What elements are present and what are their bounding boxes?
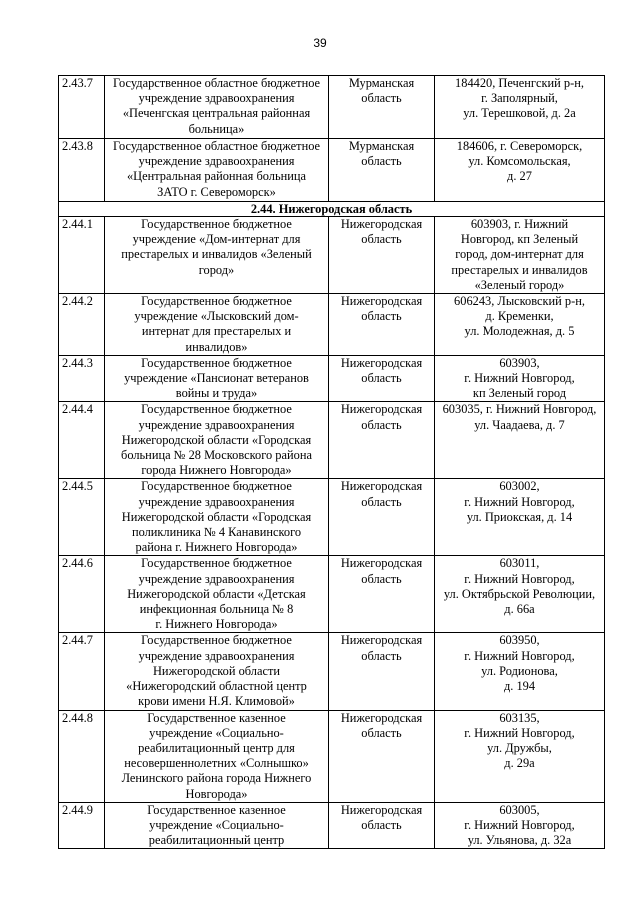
- address: [435, 76, 605, 139]
- cell-line: город, дом-интернат для: [455, 247, 584, 262]
- cell-line: г. Нижний Новгород,: [464, 648, 575, 663]
- table-row: [59, 217, 605, 294]
- institution-name: [105, 294, 329, 356]
- cell-line: Нижегородская: [340, 355, 423, 370]
- row-number: 2.43.7: [59, 76, 105, 139]
- table-row: [59, 294, 605, 356]
- cell-line: область: [361, 417, 402, 432]
- cell-line: Ленинского района города Нижнего: [121, 771, 312, 786]
- cell-line: Новгорода»: [185, 786, 248, 801]
- address: [435, 402, 605, 479]
- region: [329, 633, 435, 710]
- cell-line: область: [361, 232, 402, 247]
- row-number: 2.44.4: [59, 402, 105, 479]
- address: [435, 633, 605, 710]
- institution-name: [105, 802, 329, 849]
- cell-line: Государственное областное бюджетное: [112, 139, 321, 153]
- cell-line: «Зеленый город»: [474, 277, 565, 292]
- cell-line: Государственное бюджетное: [141, 217, 292, 231]
- cell-line: 603035, г. Нижний Новгород,: [442, 402, 597, 417]
- cell-line: престарелых и инвалидов «Зеленый: [121, 247, 312, 262]
- cell-line: реабилитационный центр для: [138, 740, 295, 755]
- cell-line: г. Нижний Новгород,: [464, 571, 575, 586]
- cell-line: область: [361, 371, 402, 386]
- cell-line: область: [361, 91, 402, 106]
- region: [329, 402, 435, 479]
- table-row: [59, 402, 605, 479]
- cell-line: Государственное бюджетное: [141, 294, 292, 309]
- institutions-table: [58, 75, 605, 849]
- institution-name: [105, 556, 329, 633]
- cell-line: учреждение здравоохранения: [138, 648, 295, 663]
- address: [435, 355, 605, 402]
- region: [329, 217, 435, 294]
- region: [329, 802, 435, 849]
- cell-line: учреждение «Дом-интернат для: [132, 232, 301, 247]
- cell-line: больница»: [188, 121, 245, 136]
- table-row: [59, 633, 605, 710]
- cell-line: 603002,: [499, 479, 540, 494]
- table-row: [59, 802, 605, 849]
- cell-line: ул. Родионова,: [481, 663, 558, 678]
- cell-line: «Нижегородский областной центр: [126, 679, 307, 694]
- cell-line: г. Нижний Новгород,: [464, 817, 575, 832]
- page-number: 39: [313, 36, 327, 50]
- table-row: [59, 139, 605, 202]
- address: [435, 217, 605, 294]
- cell-line: учреждение «Пансионат ветеранов: [124, 371, 309, 386]
- cell-line: Государственное бюджетное: [141, 479, 292, 494]
- cell-line: г. Нижний Новгород,: [464, 494, 575, 509]
- row-number: 2.44.8: [59, 710, 105, 802]
- cell-line: Нижегородской области: [152, 663, 280, 678]
- cell-line: Государственное казенное: [147, 710, 286, 725]
- cell-line: область: [361, 494, 402, 509]
- cell-line: г. Нижний Новгород,: [464, 725, 575, 740]
- table-row: [59, 710, 605, 802]
- cell-line: ул. Приокская, д. 14: [466, 509, 573, 524]
- cell-line: 603950,: [499, 633, 540, 648]
- section-header-row: [59, 202, 605, 217]
- cell-line: 184606, г. Североморск,: [456, 139, 583, 153]
- cell-line: 606243, Лысковский р-н,: [454, 294, 585, 309]
- cell-line: ул. Чаадаева, д. 7: [474, 417, 565, 432]
- cell-line: Нижегородская: [340, 710, 423, 725]
- table-row: [59, 76, 605, 139]
- institutions-table-body: [59, 76, 605, 849]
- cell-line: Государственное бюджетное: [141, 556, 292, 571]
- cell-line: Государственное бюджетное: [141, 355, 292, 370]
- cell-line: Государственное казенное: [147, 802, 286, 817]
- row-number: 2.44.6: [59, 556, 105, 633]
- address: [435, 294, 605, 356]
- cell-line: престарелых и инвалидов: [451, 262, 588, 277]
- cell-line: 603135,: [499, 710, 540, 725]
- table-row: [59, 479, 605, 556]
- cell-line: д. 66а: [504, 602, 535, 617]
- table-row: [59, 556, 605, 633]
- row-number: 2.43.8: [59, 139, 105, 202]
- region: [329, 139, 435, 202]
- cell-line: учреждение здравоохранения: [138, 494, 295, 509]
- cell-line: учреждение «Социально-: [149, 725, 284, 740]
- address: [435, 710, 605, 802]
- cell-line: ул. Ульянова, д. 32а: [467, 833, 572, 848]
- institution-name: [105, 479, 329, 556]
- row-number: 2.44.3: [59, 355, 105, 402]
- region: [329, 710, 435, 802]
- institution-name: [105, 402, 329, 479]
- institution-name: [105, 76, 329, 139]
- cell-line: Нижегородская: [340, 802, 423, 817]
- cell-line: ул. Молодежная, д. 5: [464, 324, 575, 339]
- cell-line: больница № 28 Московского района: [121, 448, 312, 463]
- institution-name: [105, 355, 329, 402]
- cell-line: область: [361, 817, 402, 832]
- cell-line: область: [361, 648, 402, 663]
- cell-line: реабилитационный центр: [148, 833, 285, 848]
- cell-line: Нижегородская: [340, 294, 423, 309]
- cell-line: Нижегородской области «Детская: [127, 586, 306, 601]
- cell-line: д. 29а: [504, 756, 535, 771]
- cell-line: учреждение «Лысковский дом-: [134, 309, 299, 324]
- cell-line: г. Заполярный,: [481, 91, 558, 106]
- cell-line: д. Кременки,: [485, 309, 554, 324]
- cell-line: Государственное бюджетное: [141, 633, 292, 648]
- address: [435, 479, 605, 556]
- cell-line: поликлиника № 4 Канавинского: [131, 525, 302, 540]
- cell-line: «Центральная районная больница: [126, 169, 307, 184]
- cell-line: ул. Октябрьской Революции,: [443, 586, 596, 601]
- cell-line: ул. Терешковой, д. 2а: [463, 106, 576, 121]
- cell-line: 603005,: [499, 802, 540, 817]
- region: [329, 76, 435, 139]
- cell-line: Новгород, кп Зеленый: [460, 232, 579, 247]
- institution-name: [105, 217, 329, 294]
- cell-line: ул. Комсомольская,: [468, 154, 571, 169]
- cell-line: учреждение здравоохранения: [138, 91, 295, 106]
- cell-line: интернат для престарелых и: [141, 324, 292, 339]
- cell-line: войны и труда»: [175, 386, 258, 401]
- region: [329, 556, 435, 633]
- cell-line: Нижегородская: [340, 556, 423, 571]
- cell-line: района г. Нижнего Новгорода»: [135, 540, 298, 555]
- cell-line: д. 27: [507, 169, 532, 184]
- cell-line: 603011,: [499, 556, 540, 571]
- cell-line: Нижегородской области «Городская: [121, 509, 312, 524]
- cell-line: Мурманская: [348, 139, 415, 153]
- table-row: [59, 355, 605, 402]
- cell-line: «Печенгская центральная районная: [122, 106, 311, 121]
- cell-line: крови имени Н.Я. Климовой»: [138, 694, 295, 709]
- cell-line: Мурманская: [348, 76, 415, 90]
- cell-line: область: [361, 571, 402, 586]
- cell-line: Нижегородская: [340, 633, 423, 648]
- cell-line: Государственное областное бюджетное: [112, 76, 321, 90]
- row-number: 2.44.1: [59, 217, 105, 294]
- institution-name: [105, 710, 329, 802]
- address: [435, 139, 605, 202]
- row-number: 2.44.9: [59, 802, 105, 849]
- address: [435, 556, 605, 633]
- cell-line: Нижегородская: [340, 479, 423, 494]
- cell-line: города Нижнего Новгорода»: [141, 463, 292, 478]
- cell-line: ул. Дружбы,: [487, 740, 552, 755]
- cell-line: область: [361, 154, 402, 169]
- cell-line: учреждение здравоохранения: [138, 154, 295, 169]
- cell-line: учреждение «Социально-: [149, 817, 284, 832]
- region: [329, 355, 435, 402]
- row-number: 2.44.2: [59, 294, 105, 356]
- cell-line: 603903, г. Нижний: [470, 217, 569, 231]
- row-number: 2.44.5: [59, 479, 105, 556]
- address: [435, 802, 605, 849]
- region: [329, 479, 435, 556]
- cell-line: Нижегородской области «Городская: [121, 432, 312, 447]
- cell-line: инвалидов»: [185, 339, 248, 354]
- cell-line: ЗАТО г. Североморск»: [157, 184, 276, 199]
- cell-line: кп Зеленый город: [472, 386, 567, 401]
- cell-line: инфекционная больница № 8: [139, 602, 294, 617]
- institution-name: [105, 633, 329, 710]
- cell-line: Государственное бюджетное: [141, 402, 292, 417]
- row-number: 2.44.7: [59, 633, 105, 710]
- cell-line: Нижегородская: [340, 402, 423, 417]
- cell-line: г. Нижний Новгород,: [464, 371, 575, 386]
- cell-line: город»: [198, 262, 235, 277]
- cell-line: область: [361, 725, 402, 740]
- cell-line: д. 194: [503, 679, 536, 694]
- institution-name: [105, 139, 329, 202]
- cell-line: Нижегородская: [340, 217, 423, 231]
- region: [329, 294, 435, 356]
- section-title: 2.44. Нижегородская область: [59, 202, 605, 217]
- cell-line: 184420, Печенгский р-н,: [455, 76, 584, 90]
- cell-line: область: [361, 309, 402, 324]
- cell-line: г. Нижнего Новгорода»: [155, 617, 278, 632]
- cell-line: учреждение здравоохранения: [138, 571, 295, 586]
- cell-line: учреждение здравоохранения: [138, 417, 295, 432]
- cell-line: несовершеннолетних «Солнышко»: [124, 756, 309, 771]
- cell-line: 603903,: [499, 355, 540, 370]
